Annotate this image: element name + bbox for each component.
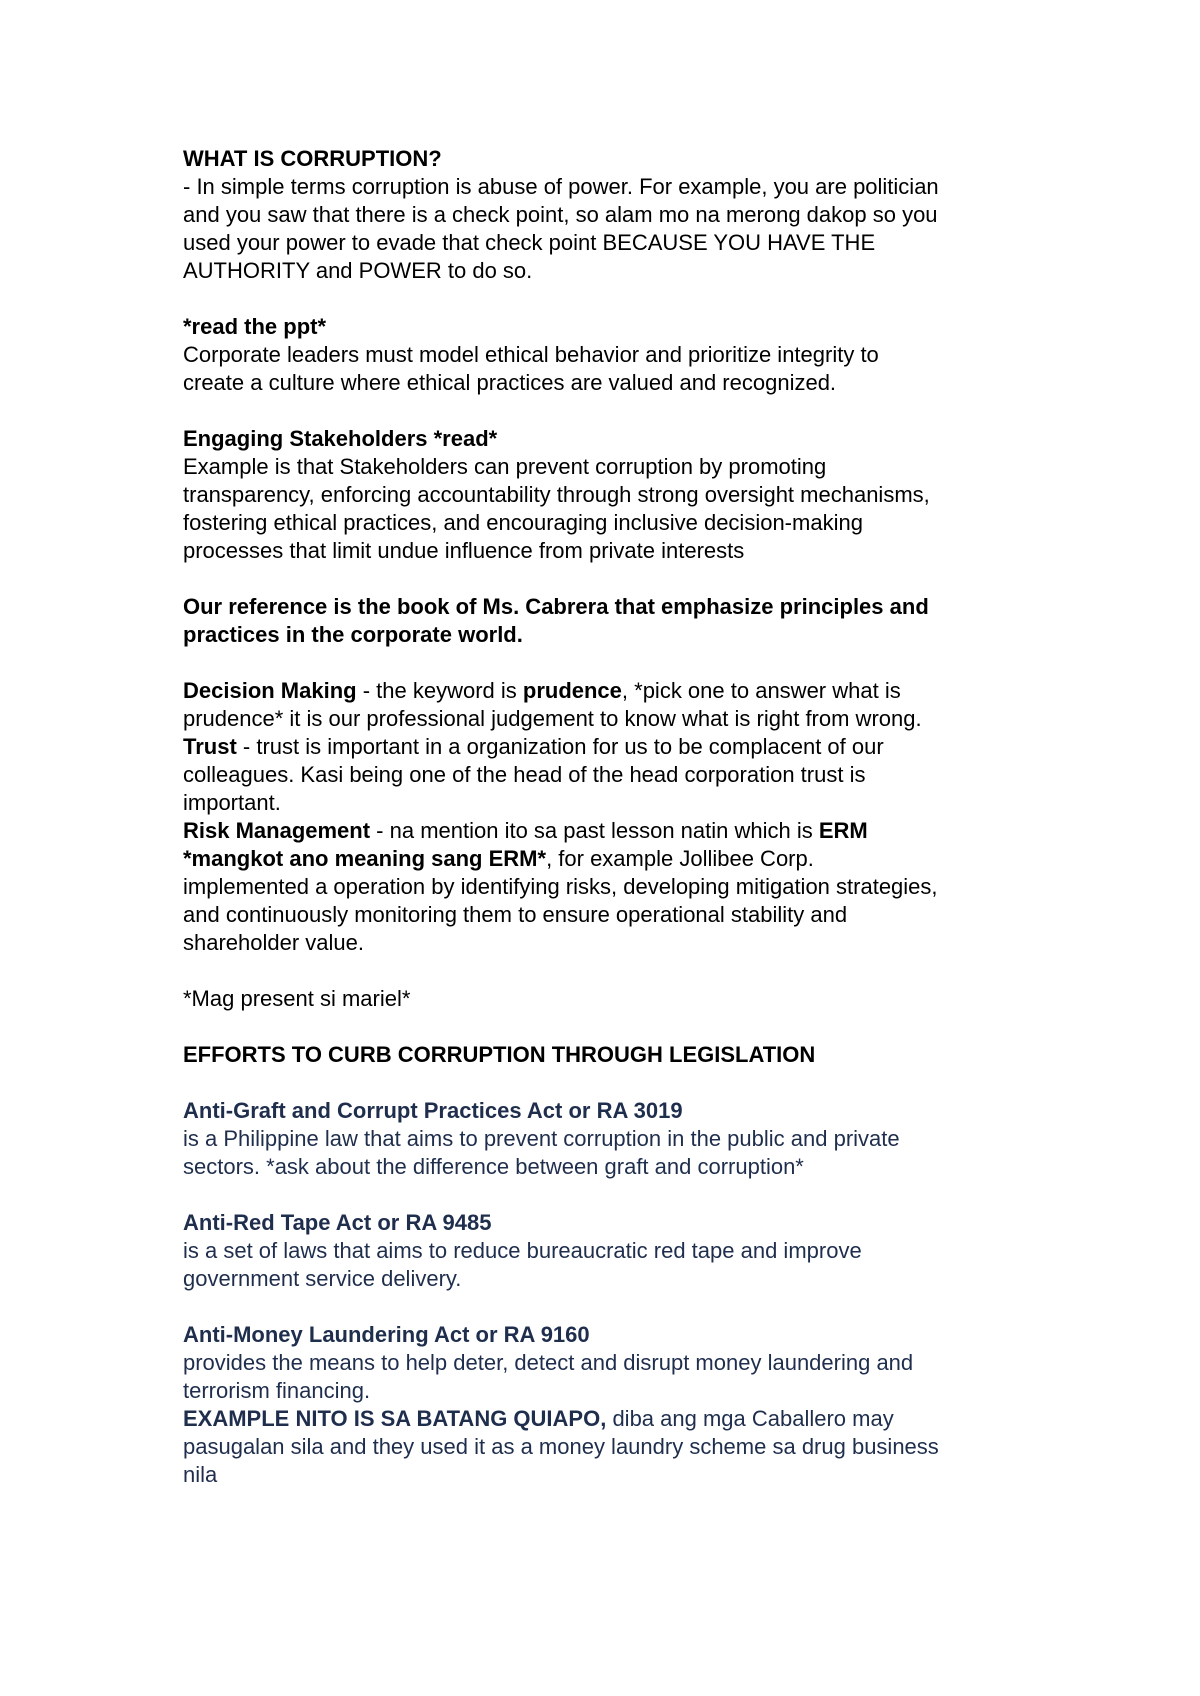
trust-text: - trust is important in a organization for us to be complacent of our: [236, 734, 884, 759]
law-title: Anti-Graft and Corrupt Practices Act or RA 3019: [183, 1098, 683, 1123]
ppt-line: create a culture where ethical practices are valued and recognized.: [183, 370, 837, 395]
efforts-heading: EFFORTS TO CURB CORRUPTION THROUGH LEGISLATION: [183, 1042, 816, 1067]
trust-line: [183, 733, 1043, 761]
decision-making-line: [183, 677, 1043, 705]
law-description: government service delivery.: [183, 1266, 462, 1291]
ppt-line: Corporate leaders must model ethical behavior and prioritize integrity to: [183, 342, 879, 367]
risk-management-line: and continuously monitoring them to ensure operational stability and: [183, 902, 848, 927]
stakeholders-heading: Engaging Stakeholders *read*: [183, 426, 498, 451]
example-text: diba ang mga Caballero may: [606, 1406, 894, 1431]
risk-management-text: - na mention ito sa past lesson natin which is: [370, 818, 819, 843]
reference-line: Our reference is the book of Ms. Cabrera that emphasize principles and: [183, 594, 929, 619]
example-label: EXAMPLE NITO IS SA BATANG QUIAPO,: [183, 1406, 607, 1431]
corruption-line: - In simple terms corruption is abuse of power. For example, you are politician: [183, 174, 939, 199]
law-title: Anti-Red Tape Act or RA 9485: [183, 1210, 492, 1235]
stakeholders-line: transparency, enforcing accountability through strong oversight mechanisms,: [183, 482, 930, 507]
risk-management-label: Risk Management: [183, 818, 371, 843]
erm-keyword: ERM: [818, 818, 868, 843]
paragraph-gap: [183, 1293, 1043, 1321]
law-title: Anti-Money Laundering Act or RA 9160: [183, 1322, 590, 1347]
law-description: sectors. *ask about the difference between graft and corruption*: [183, 1154, 804, 1179]
paragraph-gap: [183, 649, 1043, 677]
corruption-line: used your power to evade that check point BECAUSE YOU HAVE THE: [183, 230, 876, 255]
law-description: is a Philippine law that aims to prevent corruption in the public and private: [183, 1126, 900, 1151]
paragraph-gap: [183, 285, 1043, 313]
corruption-line: and you saw that there is a check point, so alam mo na merong dakop so you: [183, 202, 938, 227]
risk-management-line: [183, 845, 1043, 873]
paragraph-gap: [183, 1069, 1043, 1097]
document-page: [183, 145, 1043, 1489]
example-line: pasugalan sila and they used it as a money laundry scheme sa drug business: [183, 1434, 939, 1459]
prudence-keyword: prudence: [522, 678, 622, 703]
stakeholders-line: Example is that Stakeholders can prevent corruption by promoting: [183, 454, 827, 479]
trust-label: Trust: [183, 734, 237, 759]
erm-question: *mangkot ano meaning sang ERM*: [183, 846, 547, 871]
decision-making-label: Decision Making: [183, 678, 357, 703]
corruption-heading: WHAT IS CORRUPTION?: [183, 146, 442, 171]
paragraph-gap: [183, 957, 1043, 985]
risk-management-line: implemented a operation by identifying risks, developing mitigation strategies,: [183, 874, 938, 899]
example-line: nila: [183, 1462, 218, 1487]
stakeholders-line: fostering ethical practices, and encouraging inclusive decision-making: [183, 510, 863, 535]
risk-management-line: [183, 817, 1043, 845]
decision-making-text: - the keyword is: [356, 678, 523, 703]
paragraph-gap: [183, 1013, 1043, 1041]
paragraph-gap: [183, 397, 1043, 425]
law-description: provides the means to help deter, detect and disrupt money laundering and: [183, 1350, 914, 1375]
trust-line: important.: [183, 790, 281, 815]
example-line: [183, 1405, 1043, 1433]
paragraph-gap: [183, 565, 1043, 593]
risk-management-text: , for example Jollibee Corp.: [546, 846, 814, 871]
corruption-line: AUTHORITY and POWER to do so.: [183, 258, 533, 283]
paragraph-gap: [183, 1181, 1043, 1209]
trust-line: colleagues. Kasi being one of the head of the head corporation trust is: [183, 762, 866, 787]
decision-making-text: , *pick one to answer what is: [621, 678, 901, 703]
present-note: *Mag present si mariel*: [183, 986, 411, 1011]
ppt-heading: *read the ppt*: [183, 314, 327, 339]
stakeholders-line: processes that limit undue influence from private interests: [183, 538, 745, 563]
reference-line: practices in the corporate world.: [183, 622, 523, 647]
risk-management-line: shareholder value.: [183, 930, 365, 955]
decision-making-line: prudence* it is our professional judgement to know what is right from wrong.: [183, 706, 922, 731]
law-description: is a set of laws that aims to reduce bureaucratic red tape and improve: [183, 1238, 862, 1263]
law-description: terrorism financing.: [183, 1378, 371, 1403]
